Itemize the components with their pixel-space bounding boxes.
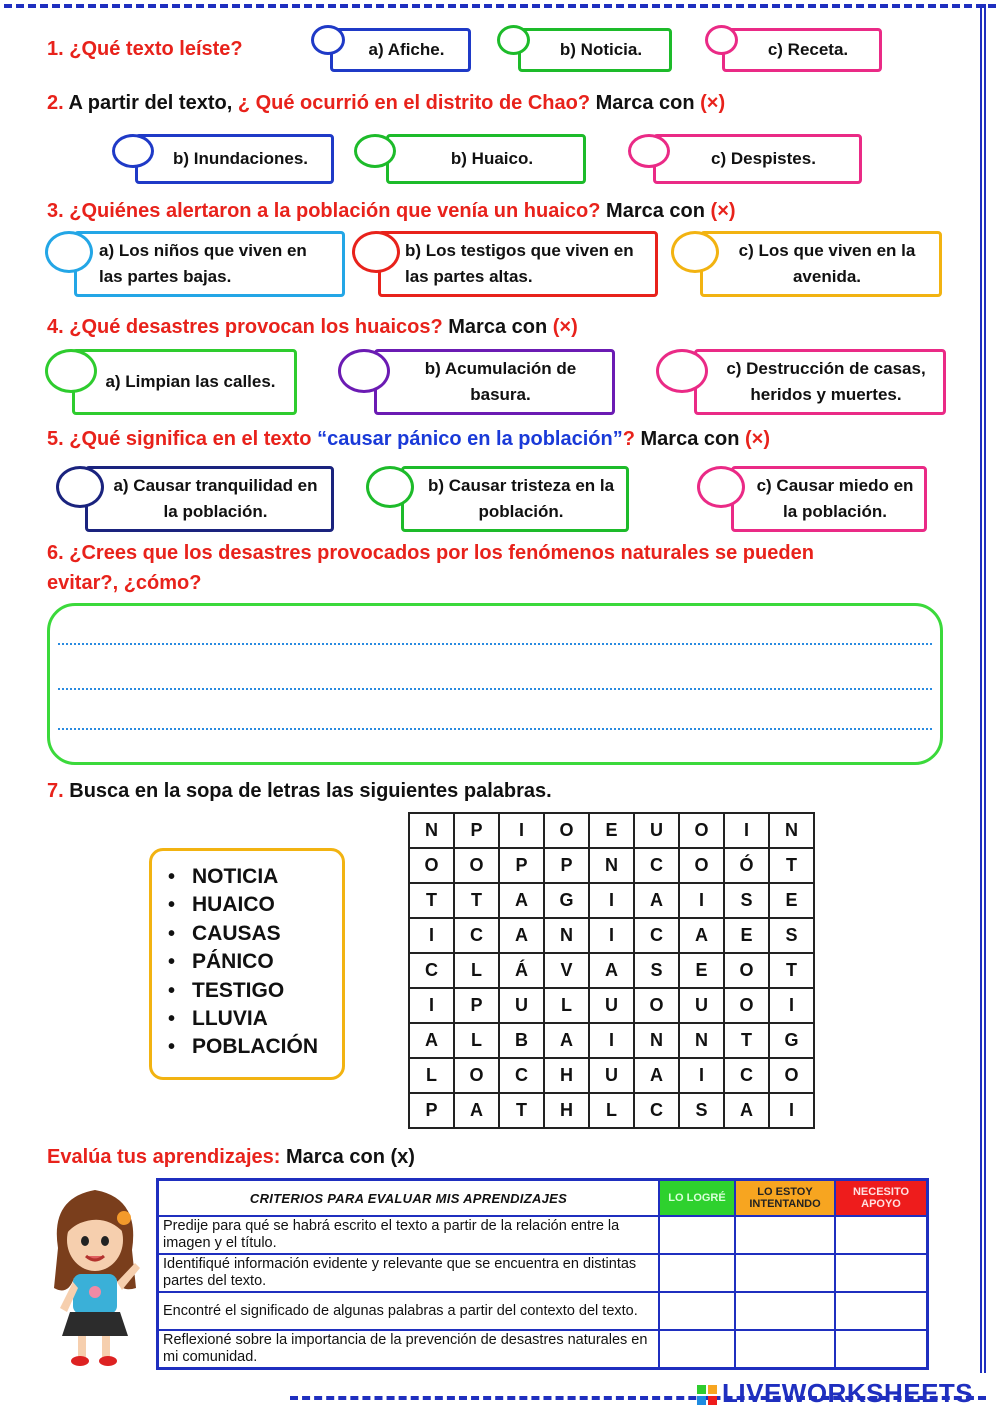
criterion-text: Encontré el significado de algunas palabras a partir del contexto del texto. <box>158 1292 660 1330</box>
word-item: • CAUSAS <box>168 920 342 948</box>
q4-option-c[interactable]: c) Destrucción de casas, heridos y muertes. <box>694 349 946 415</box>
q3-option-b[interactable]: b) Los testigos que viven en las partes altas. <box>378 231 658 297</box>
grid-cell[interactable]: P <box>499 848 544 883</box>
grid-cell[interactable]: S <box>634 953 679 988</box>
trying-cell[interactable] <box>735 1216 835 1254</box>
grid-cell[interactable]: P <box>454 988 499 1023</box>
page-border-top <box>4 4 996 8</box>
q2-option-c[interactable]: c) Despistes. <box>653 134 862 184</box>
grid-cell[interactable]: H <box>544 1093 589 1128</box>
q4-option-a[interactable]: a) Limpian las calles. <box>72 349 297 415</box>
need-help-cell[interactable] <box>835 1216 928 1254</box>
grid-cell[interactable]: C <box>724 1058 769 1093</box>
criteria-header: CRITERIOS PARA EVALUAR MIS APRENDIZAJES <box>158 1180 660 1217</box>
grid-cell[interactable]: A <box>589 953 634 988</box>
grid-cell[interactable]: H <box>544 1058 589 1093</box>
grid-cell[interactable]: I <box>679 1058 724 1093</box>
criterion-text: Reflexioné sobre la importancia de la prevención de desastres naturales en mi comunidad. <box>158 1330 660 1369</box>
question-6: 6. ¿Crees que los desastres provocados por los fenómenos naturales se pueden evitar?, ¿cómo? <box>47 542 814 594</box>
need-help-cell[interactable] <box>835 1292 928 1330</box>
grid-cell[interactable]: B <box>499 1023 544 1058</box>
grid-cell[interactable]: N <box>679 1023 724 1058</box>
grid-cell[interactable]: P <box>409 1093 454 1128</box>
liveworksheets-logo: LIVEWORKSHEETS <box>696 1378 973 1409</box>
grid-cell[interactable]: N <box>769 813 814 848</box>
grid-cell[interactable]: L <box>409 1058 454 1093</box>
grid-cell[interactable]: A <box>499 918 544 953</box>
grid-cell[interactable]: N <box>589 848 634 883</box>
q5-option-a-circle[interactable] <box>56 466 104 508</box>
grid-cell[interactable]: U <box>589 988 634 1023</box>
grid-cell[interactable]: G <box>544 883 589 918</box>
trying-cell[interactable] <box>735 1292 835 1330</box>
liveworksheets-icon <box>696 1384 718 1406</box>
grid-cell[interactable]: Ó <box>724 848 769 883</box>
grid-cell[interactable]: E <box>769 883 814 918</box>
grid-cell[interactable]: N <box>634 1023 679 1058</box>
word-item: • HUAICO <box>168 891 342 919</box>
grid-cell[interactable]: A <box>409 1023 454 1058</box>
grid-row <box>409 813 814 848</box>
grid-row <box>409 953 814 988</box>
word-search-grid[interactable] <box>408 812 815 1129</box>
grid-cell[interactable]: A <box>634 1058 679 1093</box>
grid-row <box>409 988 814 1023</box>
grid-cell[interactable]: U <box>634 813 679 848</box>
question-3: 3. ¿Quiénes alertaron a la población que venía un huaico? Marca con (×) <box>47 200 736 222</box>
grid-cell[interactable]: I <box>769 1093 814 1128</box>
grid-cell[interactable]: I <box>724 813 769 848</box>
answer-line-2 <box>58 688 932 690</box>
grid-cell[interactable]: I <box>679 883 724 918</box>
need-help-header: NECESITO APOYO <box>835 1180 928 1217</box>
q3-option-b-circle[interactable] <box>352 231 400 273</box>
q1-option-b-circle[interactable] <box>497 25 530 55</box>
q5-option-b-circle[interactable] <box>366 466 414 508</box>
question-1: 1. ¿Qué texto leíste? <box>47 38 243 60</box>
achieved-cell[interactable] <box>659 1254 735 1292</box>
grid-cell[interactable]: C <box>454 918 499 953</box>
grid-cell[interactable]: A <box>724 1093 769 1128</box>
grid-cell[interactable]: A <box>679 918 724 953</box>
evaluation-table <box>156 1178 929 1370</box>
grid-cell[interactable]: C <box>634 848 679 883</box>
table-row <box>158 1330 928 1369</box>
grid-cell[interactable]: P <box>454 813 499 848</box>
q1-option-a-circle[interactable] <box>311 25 345 55</box>
grid-cell[interactable]: I <box>499 813 544 848</box>
need-help-cell[interactable] <box>835 1254 928 1292</box>
answer-line-1 <box>58 643 932 645</box>
grid-cell[interactable]: Á <box>499 953 544 988</box>
grid-cell[interactable]: I <box>409 918 454 953</box>
grid-cell[interactable]: O <box>724 953 769 988</box>
grid-row <box>409 1058 814 1093</box>
word-item: • PÁNICO <box>168 948 342 976</box>
grid-row <box>409 1093 814 1128</box>
grid-cell[interactable]: T <box>499 1093 544 1128</box>
need-help-cell[interactable] <box>835 1330 928 1369</box>
word-list <box>149 848 345 1080</box>
achieved-header: LO LOGRÉ <box>659 1180 735 1217</box>
q2-option-c-circle[interactable] <box>628 134 670 168</box>
grid-row <box>409 883 814 918</box>
grid-cell[interactable]: E <box>589 813 634 848</box>
q5-option-c[interactable]: c) Causar miedo en la población. <box>731 466 927 532</box>
question-4: 4. ¿Qué desastres provocan los huaicos? Marca con (×) <box>47 316 578 338</box>
grid-cell[interactable]: G <box>769 1023 814 1058</box>
grid-cell[interactable]: A <box>634 883 679 918</box>
evaluation-heading: Evalúa tus aprendizajes: Marca con (x) <box>47 1146 415 1168</box>
grid-cell[interactable]: O <box>544 813 589 848</box>
q3-option-a[interactable]: a) Los niños que viven en las partes bajas. <box>74 231 345 297</box>
grid-cell[interactable]: O <box>724 988 769 1023</box>
achieved-cell[interactable] <box>659 1292 735 1330</box>
grid-row <box>409 848 814 883</box>
q3-option-c-circle[interactable] <box>671 231 719 273</box>
q2-option-a[interactable]: b) Inundaciones. <box>135 134 334 184</box>
page-border-right <box>980 4 986 1373</box>
trying-cell[interactable] <box>735 1254 835 1292</box>
grid-cell[interactable]: C <box>409 953 454 988</box>
trying-header: LO ESTOY INTENTANDO <box>735 1180 835 1217</box>
grid-row <box>409 918 814 953</box>
table-row <box>158 1254 928 1292</box>
q5-option-c-circle[interactable] <box>697 466 745 508</box>
q5-option-b[interactable]: b) Causar tristeza en la población. <box>401 466 629 532</box>
grid-cell[interactable]: V <box>544 953 589 988</box>
grid-cell[interactable]: N <box>544 918 589 953</box>
grid-cell[interactable]: O <box>454 848 499 883</box>
grid-cell[interactable]: L <box>589 1093 634 1128</box>
grid-cell[interactable]: L <box>454 953 499 988</box>
criterion-text: Identifiqué información evidente y relevante que se encuentra en distintas partes del texto. <box>158 1254 660 1292</box>
grid-cell[interactable]: S <box>769 918 814 953</box>
answer-line-3 <box>58 728 932 730</box>
q4-option-b-circle[interactable] <box>338 349 390 393</box>
q4-option-a-circle[interactable] <box>45 349 97 393</box>
question-2: 2. A partir del texto, ¿ Qué ocurrió en el distrito de Chao? Marca con (×) <box>47 92 726 114</box>
q3-option-c[interactable]: c) Los que viven en la avenida. <box>700 231 942 297</box>
grid-cell[interactable]: T <box>769 953 814 988</box>
q1-option-b[interactable]: b) Noticia. <box>518 28 672 72</box>
grid-cell[interactable]: C <box>634 918 679 953</box>
trying-cell[interactable] <box>735 1330 835 1369</box>
achieved-cell[interactable] <box>659 1216 735 1254</box>
grid-cell[interactable]: U <box>679 988 724 1023</box>
grid-cell[interactable]: I <box>589 1023 634 1058</box>
q1-option-a[interactable]: a) Afiche. <box>330 28 471 72</box>
table-row <box>158 1292 928 1330</box>
grid-cell[interactable]: S <box>679 1093 724 1128</box>
q4-option-c-circle[interactable] <box>656 349 708 393</box>
grid-cell[interactable]: C <box>499 1058 544 1093</box>
grid-cell[interactable]: L <box>544 988 589 1023</box>
grid-cell[interactable]: N <box>409 813 454 848</box>
grid-cell[interactable]: T <box>769 848 814 883</box>
grid-cell[interactable]: A <box>544 1023 589 1058</box>
grid-cell[interactable]: I <box>589 883 634 918</box>
grid-cell[interactable]: L <box>454 1023 499 1058</box>
grid-cell[interactable]: U <box>499 988 544 1023</box>
table-row <box>158 1216 928 1254</box>
q2-option-a-circle[interactable] <box>112 134 154 168</box>
question-7: 7. Busca en la sopa de letras las siguientes palabras. <box>47 780 552 802</box>
word-item: • NOTICIA <box>168 863 342 891</box>
q5-option-a[interactable]: a) Causar tranquilidad en la población. <box>85 466 334 532</box>
q1-option-c[interactable]: c) Receta. <box>722 28 882 72</box>
grid-cell[interactable]: O <box>409 848 454 883</box>
grid-cell[interactable]: I <box>769 988 814 1023</box>
grid-cell[interactable]: T <box>724 1023 769 1058</box>
grid-cell[interactable]: O <box>679 813 724 848</box>
q6-answer-box[interactable] <box>47 603 943 765</box>
grid-cell[interactable]: A <box>454 1093 499 1128</box>
grid-cell[interactable]: S <box>724 883 769 918</box>
grid-cell[interactable]: C <box>634 1093 679 1128</box>
word-item: • TESTIGO <box>168 977 342 1005</box>
grid-cell[interactable]: A <box>499 883 544 918</box>
grid-cell[interactable]: O <box>454 1058 499 1093</box>
grid-cell[interactable]: O <box>679 848 724 883</box>
grid-cell[interactable]: I <box>409 988 454 1023</box>
word-item: • LLUVIA <box>168 1005 342 1033</box>
grid-cell[interactable]: E <box>679 953 724 988</box>
q3-option-a-circle[interactable] <box>45 231 93 273</box>
grid-cell[interactable]: O <box>769 1058 814 1093</box>
grid-cell[interactable]: P <box>544 848 589 883</box>
grid-cell[interactable]: E <box>724 918 769 953</box>
q2-option-b[interactable]: b) Huaico. <box>386 134 586 184</box>
grid-cell[interactable]: O <box>634 988 679 1023</box>
word-item: • POBLACIÓN <box>168 1033 342 1061</box>
girl-illustration <box>40 1178 150 1368</box>
grid-cell[interactable]: I <box>589 918 634 953</box>
grid-row <box>409 1023 814 1058</box>
q1-option-c-circle[interactable] <box>705 25 738 55</box>
grid-cell[interactable]: T <box>409 883 454 918</box>
q4-option-b[interactable]: b) Acumulación de basura. <box>374 349 615 415</box>
achieved-cell[interactable] <box>659 1330 735 1369</box>
grid-cell[interactable]: U <box>589 1058 634 1093</box>
criterion-text: Predije para qué se habrá escrito el texto a partir de la relación entre la imagen y el título. <box>158 1216 660 1254</box>
question-5: 5. ¿Qué significa en el texto “causar pánico en la población”? Marca con (×) <box>47 428 771 450</box>
grid-cell[interactable]: T <box>454 883 499 918</box>
q2-option-b-circle[interactable] <box>354 134 396 168</box>
